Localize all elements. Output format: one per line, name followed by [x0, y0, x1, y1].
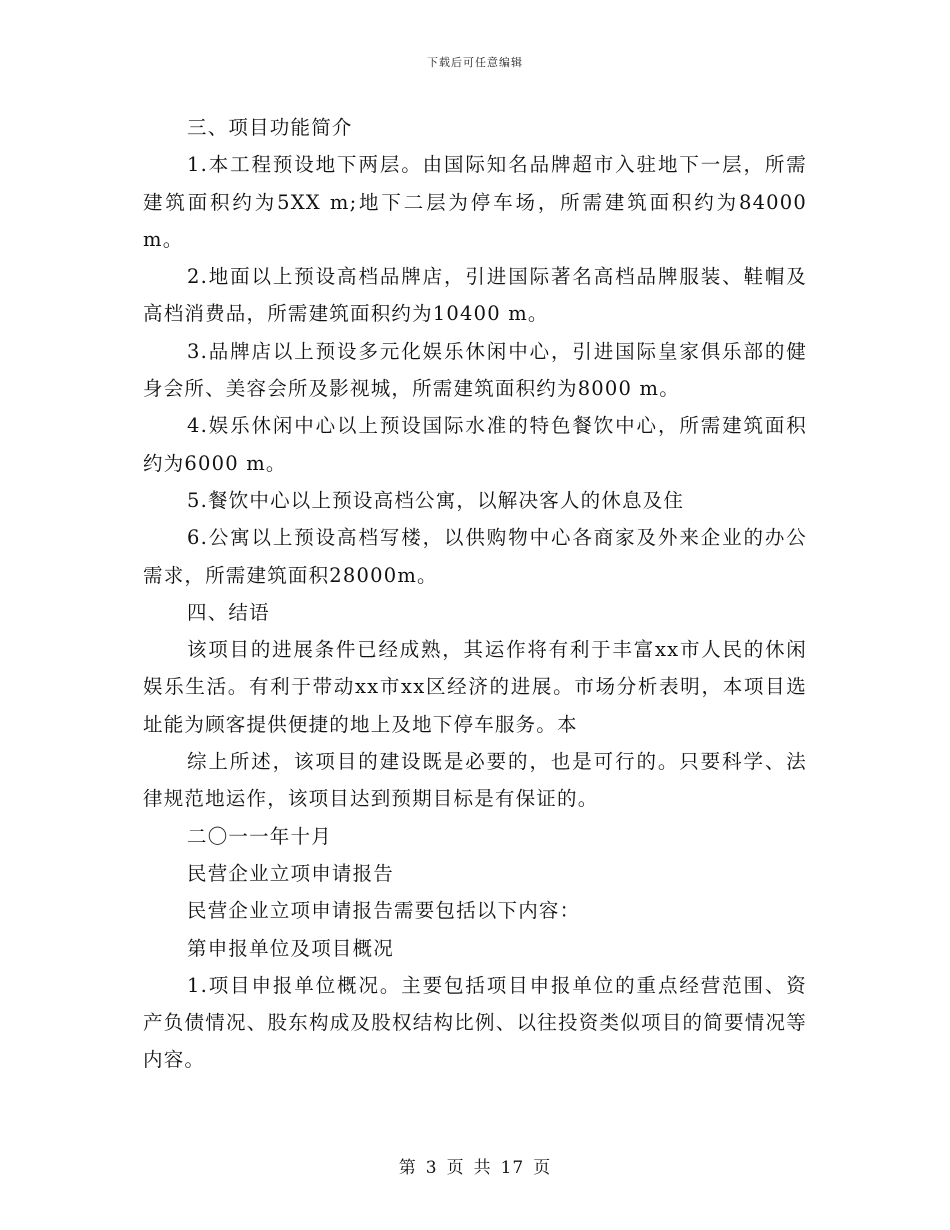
paragraph-item-5: 5.餐饮中心以上预设高档公寓，以解决客人的休息及住: [187, 488, 685, 512]
footer-label-page: 页: [446, 1158, 465, 1178]
header-note: 下载后可任意编辑: [427, 56, 523, 69]
report-title: 民营企业立项申请报告: [187, 861, 395, 885]
paragraph-item-6: 6.公寓以上预设高档写楼，以供购物中心各商家及外来企业的办公需求，所需建筑面积28000m。: [143, 526, 807, 587]
report-intro: 民营企业立项申请报告需要包括以下内容：: [187, 899, 581, 923]
document-body: [143, 109, 807, 1079]
report-section-heading: 第申报单位及项目概况: [187, 936, 395, 960]
section-heading-4: 四、结语: [187, 600, 270, 624]
document-date: 二〇一一年十月: [187, 824, 332, 848]
paragraph-item-4: 4.娱乐休闲中心以上预设国际水准的特色餐饮中心，所需建筑面积约为6000 m。: [143, 414, 807, 475]
page-header: [0, 54, 950, 70]
footer-current-page: 3: [425, 1158, 438, 1178]
paragraph-summary: 综上所述，该项目的建设既是必要的，也是可行的。只要科学、法律规范地运作，该项目达到预期目标是有保证的。: [143, 750, 807, 811]
paragraph-item-2: 2.地面以上预设高档品牌店，引进国际著名高档品牌服装、鞋帽及高档消费品，所需建筑面积约为10400 m。: [143, 265, 807, 326]
footer-label-prefix: 第: [398, 1158, 417, 1178]
paragraph-item-3: 3.品牌店以上预设多元化娱乐休闲中心，引进国际皇家俱乐部的健身会所、美容会所及影视城，所需建筑面积约为8000 m。: [143, 339, 807, 401]
report-item-1: 1.项目申报单位概况。主要包括项目申报单位的重点经营范围、资产负债情况、股东构成及股权结构比例、以往投资类似项目的简要情况等内容。: [143, 973, 807, 1072]
footer-label-suffix: 页: [533, 1158, 552, 1178]
footer-total-pages: 17: [500, 1158, 525, 1178]
paragraph-conclusion: 该项目的进展条件已经成熟，其运作将有利于丰富xx市人民的休闲娱乐生活。有利于带动xx市xx区经济的进展。市场分析表明，本项目选址能为顾客提供便捷的地上及地下停车服务。本: [143, 638, 807, 736]
page-footer: [0, 1153, 950, 1178]
paragraph-item-1: 1.本工程预设地下两层。由国际知名品牌超市入驻地下一层，所需建筑面积约为5XX m;地下二层为停车场，所需建筑面积约为84000 m。: [143, 153, 807, 251]
footer-label-total: 共: [473, 1158, 492, 1178]
section-heading-3: 三、项目功能简介: [187, 116, 353, 139]
